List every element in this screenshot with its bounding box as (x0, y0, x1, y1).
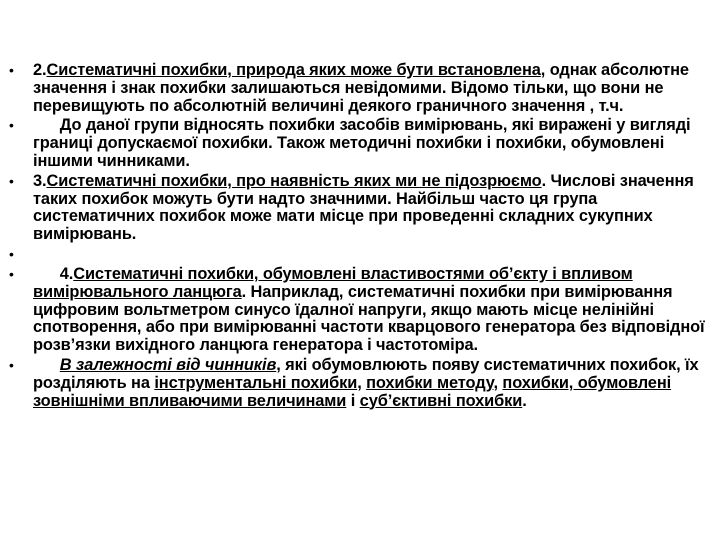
item-indent (33, 356, 60, 374)
item-heading: Систематичні похибки, про наявність яких ми не підозрюємо (46, 171, 542, 190)
bullet-icon: • (9, 245, 14, 262)
item-indent (33, 116, 60, 134)
bullet-list (0, 62, 720, 410)
item-heading: Систематичні похибки, обумовлені властивостями об’єкту і впливом вимірювального ланцюга (33, 264, 633, 301)
item-end: . (522, 391, 527, 410)
item-number: 4. (59, 264, 74, 283)
item-text: . Числові значення таких похибок можуть бути надто значними. Найбільш часто ця група систематичних похибок може мати місце при проведенні складних сукупних вимірювань. (33, 171, 694, 244)
item-number: 3. (33, 171, 47, 190)
list-item (0, 173, 720, 244)
item-heading: В залежності від чинників (59, 355, 277, 374)
list-item (0, 357, 720, 410)
list-item (0, 62, 720, 115)
separator: , (493, 373, 503, 392)
separator: , (357, 373, 367, 392)
item-text: До даної групи відносять похибки засобів вимірювань, які виражені у вигляді границі допускаємої похибки. Також методичні похибки і похибки, обумовлені іншими чинниками. (33, 116, 691, 170)
item-text: , однак абсолютне значення і знак похибки залишаються невідомими. Відомо тільки, що вони не перевищують по абсолютній величині деякого граничного значення , т.ч. (33, 61, 689, 115)
bullet-icon: • (9, 265, 14, 282)
list-item-empty (0, 246, 720, 264)
item-text: , які обумовлюють появу систематичних похибок, їх розділяють на (33, 355, 699, 392)
bullet-icon: • (9, 356, 14, 373)
term-method: похибки методу (366, 373, 494, 392)
term-external: похибки, обумовлені зовнішніми впливаючими величинами (33, 373, 672, 410)
item-indent (33, 265, 60, 283)
term-subjective: суб’єктивні похибки (359, 391, 523, 410)
item-number: 2. (33, 61, 47, 79)
list-item (0, 266, 720, 355)
bullet-icon: • (9, 172, 14, 189)
separator: і (346, 391, 360, 410)
term-instrumental: інструментальні похибки (154, 373, 358, 392)
bullet-icon: • (9, 117, 14, 134)
item-text: . Наприклад, систематичні похибки при вимірювання цифровим вольтметром синусо їдалної напруги, якщо мають місце нелінійні спотворення, або при вимірюванні частоти кварцового генератора без відповідної розв’язки вихідного ланцюга генератора і частотоміра. (33, 282, 705, 355)
bullet-icon: • (9, 62, 14, 78)
list-item (0, 117, 720, 170)
item-heading: Систематичні похибки, природа яких може бути встановлена (46, 61, 541, 79)
